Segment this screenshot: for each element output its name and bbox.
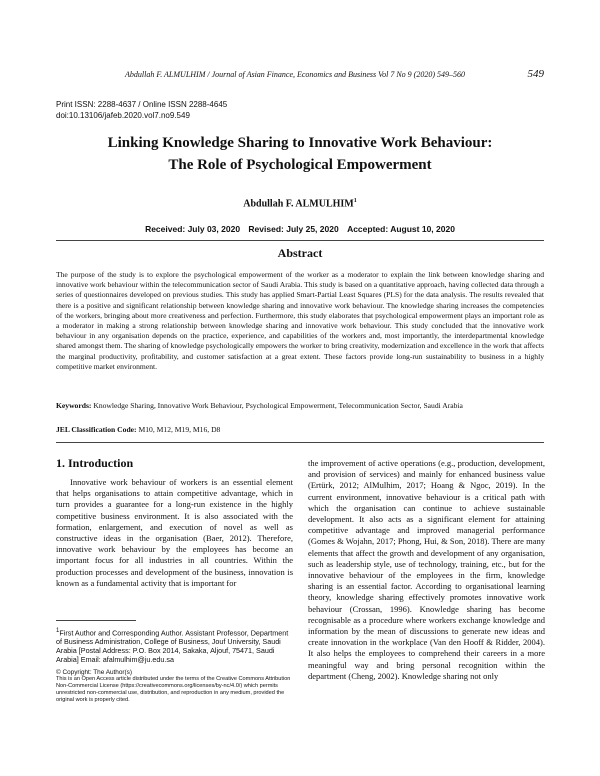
abstract-top-rule	[56, 240, 544, 241]
accepted-date: Accepted: August 10, 2020	[347, 224, 455, 234]
author-footnote-marker: 1	[353, 198, 357, 204]
jel-label: JEL Classification Code:	[56, 425, 137, 434]
footnote-marker: 1	[56, 628, 60, 634]
jel-codes	[56, 425, 544, 434]
revised-date: Revised: July 25, 2020	[248, 224, 339, 234]
footnote-rule	[56, 620, 136, 621]
keywords	[56, 401, 544, 410]
publication-dates	[0, 224, 600, 234]
paper-title	[0, 132, 600, 176]
abstract-bottom-rule	[56, 442, 544, 443]
issn-line: Print ISSN: 2288-4637 / Online ISSN 2288-4645	[56, 100, 228, 109]
copyright-line: © Copyright: The Author(s)	[56, 669, 132, 676]
author-name-text: Abdullah F. ALMULHIM	[243, 198, 354, 210]
right-column	[308, 458, 545, 682]
issn-block	[56, 99, 227, 121]
section-heading-introduction: 1. Introduction	[56, 456, 134, 470]
author-name	[0, 198, 600, 209]
footnote-text: First Author and Corresponding Author. Assistant Professor, Department of Business Administration, College of Business, Jouf University, Saudi Arabia [Postal Address: P.O. Box 2014, Sakaka, Aljouf, 75471, Saudi Arabia] Email: afalmulhim@ju.edu.sa	[56, 628, 289, 665]
title-line-1: Linking Knowledge Sharing to Innovative Work Behaviour:	[107, 135, 493, 151]
page-number: 549	[527, 68, 544, 80]
left-column	[56, 456, 293, 589]
received-date: Received: July 03, 2020	[145, 224, 241, 234]
author-footnote	[56, 627, 293, 664]
abstract-text: The purpose of the study is to explore the psychological empowerment of the worker as a moderator to explain the link between knowledge sharing and innovative work behaviour within the telecommunication sector of Saudi Arabia. This study is based on a quantitative approach, having collected data through a series of questionnaires developed on previous studies. This study has applied Smart-Partial Least Squares (PLS) for the data analysis. The results revealed that there is a positive and significant relationship between knowledge sharing and innovative work behaviour. The knowledge sharing increases the competencies of the workers, bringing about more creativeness and perfection. Furthermore, this study elaborates that psychological empowerment plays an important role as a moderator in making a strong relationship between knowledge sharing and innovative work behaviour. This study concluded that the innovative work behaviour in any organisation depends on the practice, experience, and capabilities of the workers and, most importantly, the interdepartmental knowledge shared amongst them. The sharing of knowledge psychologically empowers the worker to bring creativity, modernization and excellence in the work that affects the marginal productivity, profitability, and customer satisfaction at a great extent. These factors provide long-run sustainability to business in a highly competitive market environment.	[56, 270, 544, 371]
license-text: This is an Open Access article distributed under the terms of the Creative Commons Attribution Non-Commercial License (https://creativecommons.org/licenses/by-nc/4.0/) which permits unrestricted non-commercial use, distribution, and reproduction in any medium, provided the original work is properly cited.	[56, 676, 291, 703]
running-header: Abdullah F. ALMULHIM / Journal of Asian Finance, Economics and Business Vol 7 No 9 (2020) 549–560	[125, 70, 465, 79]
intro-paragraph-right: the improvement of active operations (e.g., production, development, and provision of services) and mainly for enhanced business value (Ertürk, 2012; AlMulhim, 2017; Hoang & Ngoc, 2019). In the current environment, innovative behaviour is a critical path with which the organisation can continue to achieve sustainable development. It also acts as a significant element for attaining competitive advantage and improved managerial performance (Gomes & Wojahn, 2017; Phong, Hui, & Son, 2018). There are many elements that affect the growth and development of any organisation, such as leadership style, use of technology, training, etc., but for the innovative behaviour of the employees in the firm, knowledge sharing is an essential factor. According to organisational learning theory, knowledge sharing effectively promotes innovative work behaviour (Crossan, 1996). Knowledge sharing has become recognisable as a procedure where workers exchange knowledge and information by the mean of discussions to generate new ideas and create innovation in the workplace (Van den Hooff & Ridder, 2004). It also helps the employees to comprehend their careers in a more meaningful way and bring personal recognition within the department (Cheng, 2002). Knowledge sharing not only	[308, 458, 545, 681]
jel-text: M10, M12, M19, M16, D8	[138, 425, 221, 434]
intro-paragraph-left: Innovative work behaviour of workers is an essential element that helps organisations to attain competitive advantage, which in turn provides a guarantee for a long-run existence in the highly competitive business environment. It is also associated with the formation, enlargement, and execution of novel as well as constructive ideas in the organisation (Baer, 2012). Therefore, innovative work behaviour by the employees has become an important focus for all industries in all countries. Within the production processes and development of the business, innovation is known as a fundamental activity that is important for	[56, 477, 293, 588]
title-line-2: The Role of Psychological Empowerment	[168, 157, 432, 173]
doi-link[interactable]: doi:10.13106/jafeb.2020.vol7.no9.549	[56, 111, 190, 120]
keywords-text: Knowledge Sharing, Innovative Work Behaviour, Psychological Empowerment, Telecommunication Sector, Saudi Arabia	[93, 401, 463, 410]
abstract-heading: Abstract	[277, 246, 323, 260]
keywords-label: Keywords:	[56, 401, 92, 410]
copyright-notice	[56, 669, 293, 704]
